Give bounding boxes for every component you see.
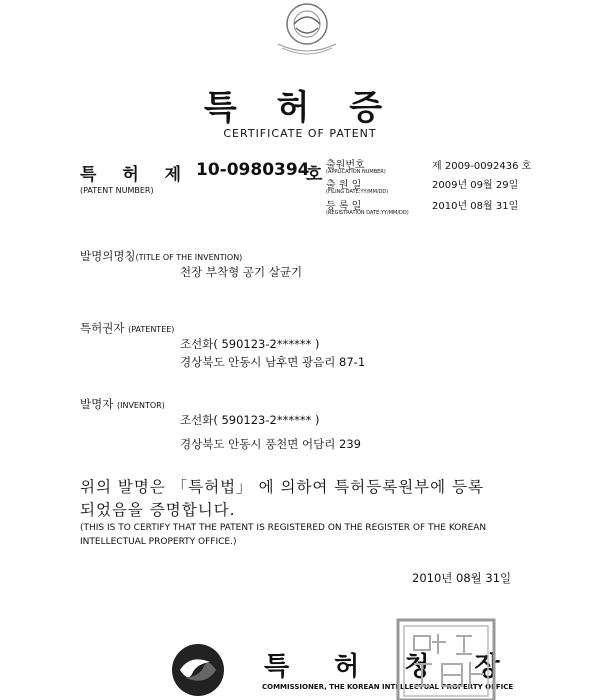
patentee-name: 조선화( 590123-2****** ) bbox=[180, 337, 320, 351]
patent-number-label: 특 허 제 bbox=[80, 165, 192, 185]
filing-date-label: 출 원 일 (FILING DATE:YY/MM/DD) bbox=[326, 180, 389, 195]
certification-text-en-line1: (THIS IS TO CERTIFY THAT THE PATENT IS REGISTERED ON THE REGISTER OF THE KOREAN bbox=[80, 523, 487, 533]
patent-number-suffix: 호 bbox=[306, 165, 323, 185]
filing-date-value: 2009년 09월 29일 bbox=[432, 180, 519, 191]
patentee-address: 경상북도 안동시 남후면 광음리 87-1 bbox=[180, 355, 366, 369]
office-title-en: COMMISSIONER, THE KOREAN INTELLECTUAL PROPERTY OFFICE bbox=[262, 683, 514, 691]
registration-date-value: 2010년 08월 31일 bbox=[432, 201, 519, 212]
issue-date: 2010년 08월 31일 bbox=[412, 571, 512, 585]
certification-text-line2: 되었음을 증명합니다. bbox=[80, 501, 236, 519]
inventor-address: 경상북도 안동시 풍천면 어담리 239 bbox=[180, 437, 361, 451]
office-title: 특 허 청 장 bbox=[264, 652, 518, 682]
invention-title-label: 발명의명칭(TITLE OF THE INVENTION) bbox=[80, 249, 243, 263]
patentee-label: 특허권자 (PATENTEE) bbox=[80, 321, 175, 335]
certificate-title: 특 허 증 bbox=[203, 88, 397, 128]
patent-number-label-en: (PATENT NUMBER) bbox=[80, 186, 154, 195]
inventor-label: 발명자 (INVENTOR) bbox=[80, 397, 165, 411]
registration-date-label: 등 록 일 (REGISTRATION DATE:YY/MM/DD) bbox=[326, 201, 409, 216]
patent-number-value: 10-0980394 bbox=[196, 160, 310, 180]
official-seal-stamp-icon bbox=[392, 612, 500, 700]
invention-title-value: 천장 부착형 공기 살균기 bbox=[180, 265, 303, 279]
application-number-value: 제 2009-0092436 호 bbox=[432, 161, 532, 172]
kipo-logo-icon bbox=[162, 640, 234, 700]
government-emblem-icon bbox=[268, 0, 346, 60]
inventor-name: 조선화( 590123-2****** ) bbox=[180, 413, 320, 427]
certification-text-en-line2: INTELLECTUAL PROPERTY OFFICE.) bbox=[80, 537, 237, 547]
certification-text-line1: 위의 발명은 「특허법」 에 의하여 특허등록원부에 등록 bbox=[80, 478, 484, 496]
application-number-label: 출원번호 (APPLICATION NUMBER) bbox=[326, 160, 386, 175]
certificate-subtitle: CERTIFICATE OF PATENT bbox=[223, 127, 377, 140]
